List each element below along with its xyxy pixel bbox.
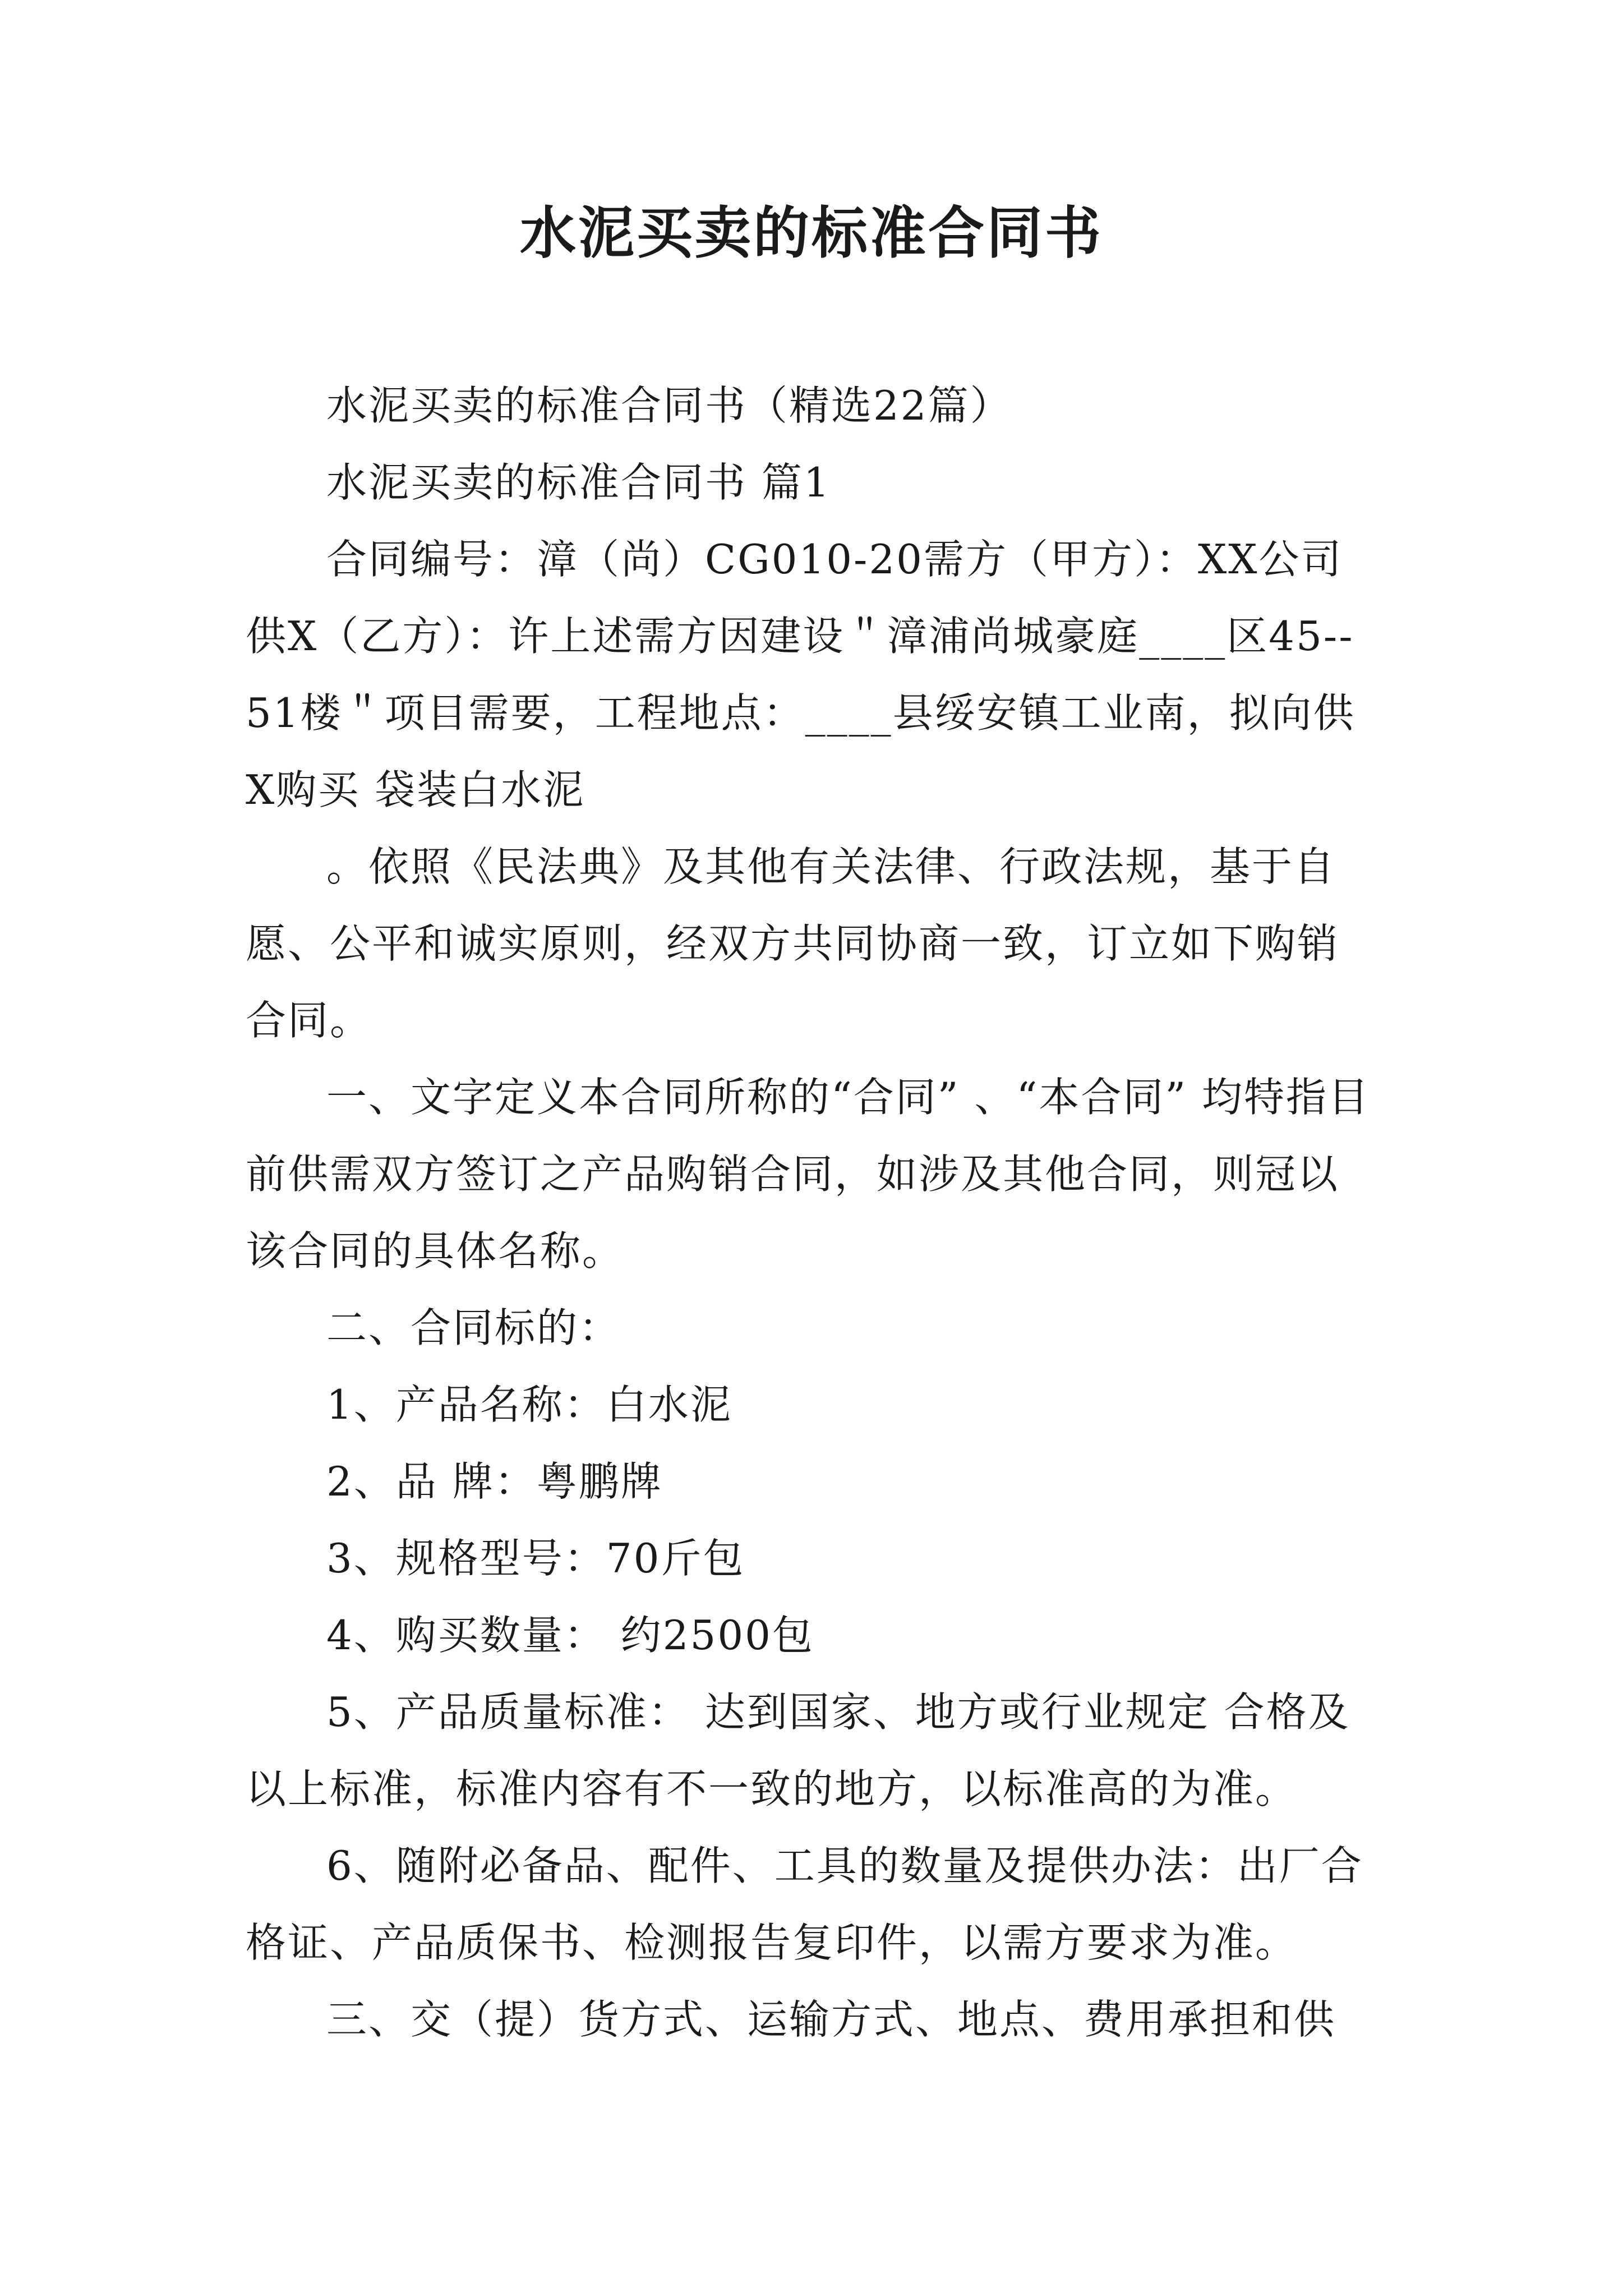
- paragraph-contract-number: 合同编号：漳（尚）CG010-20需方（甲方）：XX公司供X（乙方）：许上述需方因建设＂漳浦尚城豪庭____区45--51楼＂项目需要，工程地点：____县绥安镇工业南，拟向供X购买 袋装白水泥: [246, 536, 1355, 813]
- paragraph-brand: 2、品 牌：粤鹏牌: [326, 1458, 663, 1505]
- paragraph-product-name: 1、产品名称：白水泥: [326, 1381, 732, 1428]
- paragraph-delivery: 三、交（提）货方式、运输方式、地点、费用承担和供: [326, 1996, 1336, 2043]
- paragraph-quantity: 4、购买数量： 约2500包: [326, 1612, 814, 1659]
- paragraph-quality-standard: 5、产品质量标准： 达到国家、地方或行业规定 合格及以上标准，标准内容有不一致的地方，以标准高的为准。: [246, 1688, 1350, 1812]
- paragraph-accessories: 6、随附必备品、配件、工具的数量及提供办法：出厂合格证、产品质保书、检测报告复印件，以需方要求为准。: [246, 1842, 1363, 1966]
- paragraph-contract-subject: 二、合同标的：: [326, 1304, 621, 1351]
- document-body: [246, 367, 1381, 2058]
- paragraph-legal-basis: 。依照《民法典》及其他有关法律、行政法规，基于自愿、公平和诚实原则，经双方共同协商一致，订立如下购销合同。: [246, 843, 1340, 1044]
- document-title: 水泥买卖的标准合同书: [520, 200, 1103, 266]
- paragraph-definitions: 一、文字定义本合同所称的“合同” 、“本合同” 均特指目前供需双方签订之产品购销合同，如涉及其他合同，则冠以该合同的具体名称。: [246, 1074, 1371, 1274]
- paragraph-subtitle: 水泥买卖的标准合同书（精选22篇）: [326, 382, 1012, 429]
- paragraph-section-heading: 水泥买卖的标准合同书 篇1: [326, 459, 831, 506]
- paragraph-specification: 3、规格型号：70斤包: [326, 1535, 745, 1582]
